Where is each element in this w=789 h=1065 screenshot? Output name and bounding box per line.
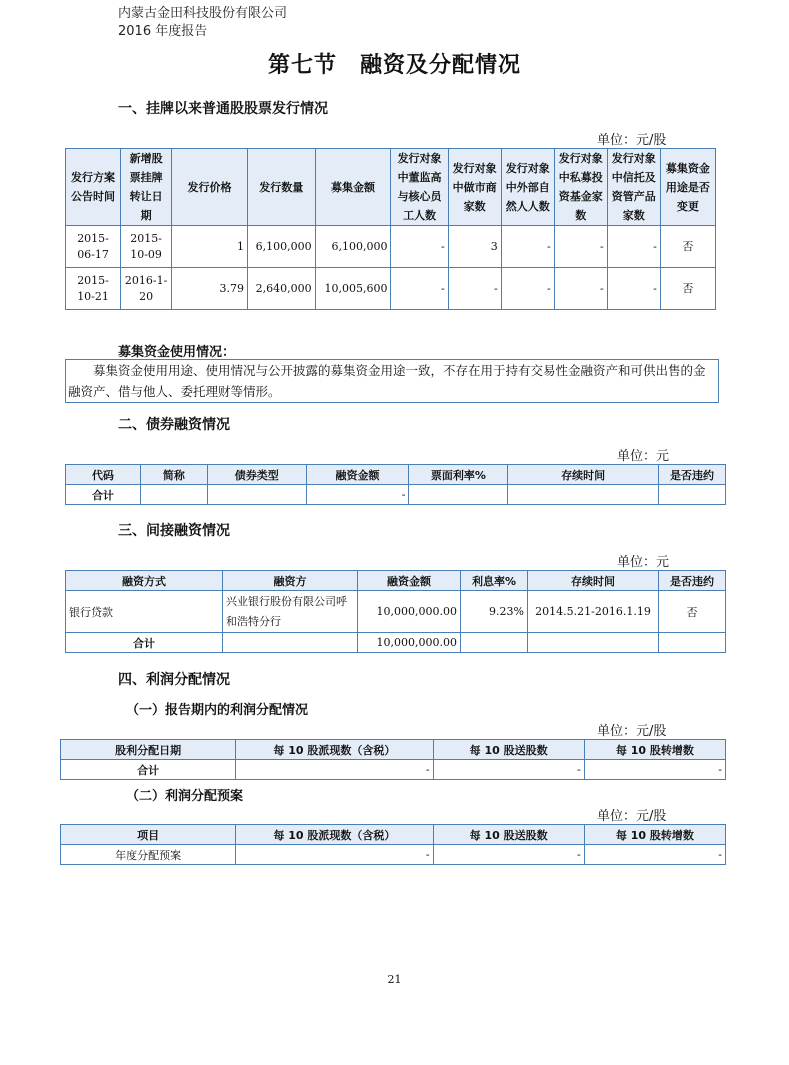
cell: -	[501, 268, 554, 310]
col-header: 简称	[140, 465, 207, 485]
subheading-period-distribution: （一）报告期内的利润分配情况	[126, 703, 309, 718]
cell: -	[554, 226, 607, 268]
heading-indirect-financing: 三、间接融资情况	[118, 523, 230, 539]
col-header: 债券类型	[207, 465, 306, 485]
stock-issuance-table	[65, 148, 716, 310]
col-header: 股利分配日期	[61, 740, 236, 760]
cell: -	[584, 845, 725, 865]
cell: 10,000,000.00	[358, 591, 461, 633]
col-header: 发行对象中外部自然人人数	[501, 149, 554, 226]
heading-stock-issuance: 一、挂牌以来普通股股票发行情况	[118, 101, 328, 117]
cell	[140, 485, 207, 505]
cell: 2015-06-17	[66, 226, 121, 268]
cell: 3.79	[172, 268, 248, 310]
fund-use-label: 募集资金使用情况：	[118, 345, 236, 360]
col-header: 每 10 股送股数	[433, 740, 584, 760]
col-header: 每 10 股派现数（含税）	[236, 740, 433, 760]
cell: 2015-10-21	[66, 268, 121, 310]
col-header: 新增股票挂牌转让日期	[121, 149, 172, 226]
cell	[508, 485, 659, 505]
col-header: 发行价格	[172, 149, 248, 226]
unit-s4-2: 单位：元/股	[597, 809, 667, 824]
company-name: 内蒙古金田科技股份有限公司	[118, 6, 288, 21]
col-header: 募集资金用途是否变更	[660, 149, 715, 226]
unit-s2: 单位：元	[617, 449, 670, 464]
cell: 10,005,600	[315, 268, 391, 310]
cell: 2016-1-20	[121, 268, 172, 310]
table-header-row	[66, 149, 716, 226]
fund-use-text: 募集资金使用用途、使用情况与公开披露的募集资金用途一致，不存在用于持有交易性金融资产和可供出售的金融资产、借与他人、委托理财等情形。	[65, 359, 719, 403]
cell: 银行贷款	[66, 591, 223, 633]
page-number: 21	[387, 973, 402, 986]
cell: 否	[659, 591, 726, 633]
cell	[409, 485, 508, 505]
unit-s3: 单位：元	[617, 555, 670, 570]
col-header: 项目	[61, 825, 236, 845]
table-row	[66, 485, 726, 505]
period-distribution-table	[60, 739, 726, 780]
page-header	[118, 5, 287, 41]
table-header-row	[61, 740, 726, 760]
col-header: 发行对象中做市商家数	[448, 149, 501, 226]
col-header: 每 10 股转增数	[584, 740, 725, 760]
cell: -	[501, 226, 554, 268]
report-year: 2016 年度报告	[118, 24, 208, 39]
cell: -	[236, 760, 433, 780]
cell: 年度分配预案	[61, 845, 236, 865]
table-header-row	[66, 465, 726, 485]
cell: 合计	[66, 485, 141, 505]
col-header: 每 10 股送股数	[433, 825, 584, 845]
cell	[461, 633, 528, 653]
col-header: 融资金额	[306, 465, 409, 485]
table-row	[61, 760, 726, 780]
heading-bond-financing: 二、债券融资情况	[118, 417, 230, 433]
indirect-financing-table	[65, 570, 726, 653]
table-header-row	[61, 825, 726, 845]
cell: -	[607, 226, 660, 268]
cell: 合计	[66, 633, 223, 653]
cell: 1	[172, 226, 248, 268]
cell: -	[433, 760, 584, 780]
cell	[659, 633, 726, 653]
cell: 否	[660, 226, 715, 268]
col-header: 融资方	[223, 571, 358, 591]
cell: -	[236, 845, 433, 865]
cell	[207, 485, 306, 505]
col-header: 发行对象中信托及资管产品家数	[607, 149, 660, 226]
heading-profit-distribution: 四、利润分配情况	[118, 672, 230, 688]
table-row	[66, 591, 726, 633]
cell: -	[584, 760, 725, 780]
unit-s1: 单位：元/股	[597, 133, 667, 148]
col-header: 募集金额	[315, 149, 391, 226]
table-row	[66, 633, 726, 653]
cell: -	[306, 485, 409, 505]
cell: -	[433, 845, 584, 865]
cell: 10,000,000.00	[358, 633, 461, 653]
cell: -	[391, 226, 448, 268]
table-row	[61, 845, 726, 865]
cell: -	[554, 268, 607, 310]
unit-s4-1: 单位：元/股	[597, 724, 667, 739]
cell: 2015-10-09	[121, 226, 172, 268]
col-header: 融资方式	[66, 571, 223, 591]
cell: -	[448, 268, 501, 310]
cell: 6,100,000	[315, 226, 391, 268]
col-header: 发行方案公告时间	[66, 149, 121, 226]
cell: 合计	[61, 760, 236, 780]
cell	[659, 485, 726, 505]
col-header: 发行数量	[247, 149, 315, 226]
col-header: 代码	[66, 465, 141, 485]
cell: 否	[660, 268, 715, 310]
col-header: 票面利率%	[409, 465, 508, 485]
bond-financing-table	[65, 464, 726, 505]
table-row	[66, 226, 716, 268]
col-header: 发行对象中私募投资基金家数	[554, 149, 607, 226]
col-header: 存续时间	[508, 465, 659, 485]
cell: 2014.5.21-2016.1.19	[528, 591, 659, 633]
cell: 9.23%	[461, 591, 528, 633]
col-header: 每 10 股派现数（含税）	[236, 825, 433, 845]
col-header: 存续时间	[528, 571, 659, 591]
col-header: 是否违约	[659, 465, 726, 485]
col-header: 融资金额	[358, 571, 461, 591]
cell	[223, 633, 358, 653]
cell: 3	[448, 226, 501, 268]
cell: 兴业银行股份有限公司呼和浩特分行	[223, 591, 358, 633]
subheading-distribution-plan: （二）利润分配预案	[126, 789, 244, 804]
cell: 6,100,000	[247, 226, 315, 268]
cell: -	[607, 268, 660, 310]
col-header: 是否违约	[659, 571, 726, 591]
section-title: 第七节 融资及分配情况	[267, 52, 521, 78]
cell	[528, 633, 659, 653]
cell: 2,640,000	[247, 268, 315, 310]
col-header: 每 10 股转增数	[584, 825, 725, 845]
cell: -	[391, 268, 448, 310]
table-row	[66, 268, 716, 310]
distribution-plan-table	[60, 824, 726, 865]
table-header-row	[66, 571, 726, 591]
col-header: 利息率%	[461, 571, 528, 591]
col-header: 发行对象中董监高与核心员工人数	[391, 149, 448, 226]
